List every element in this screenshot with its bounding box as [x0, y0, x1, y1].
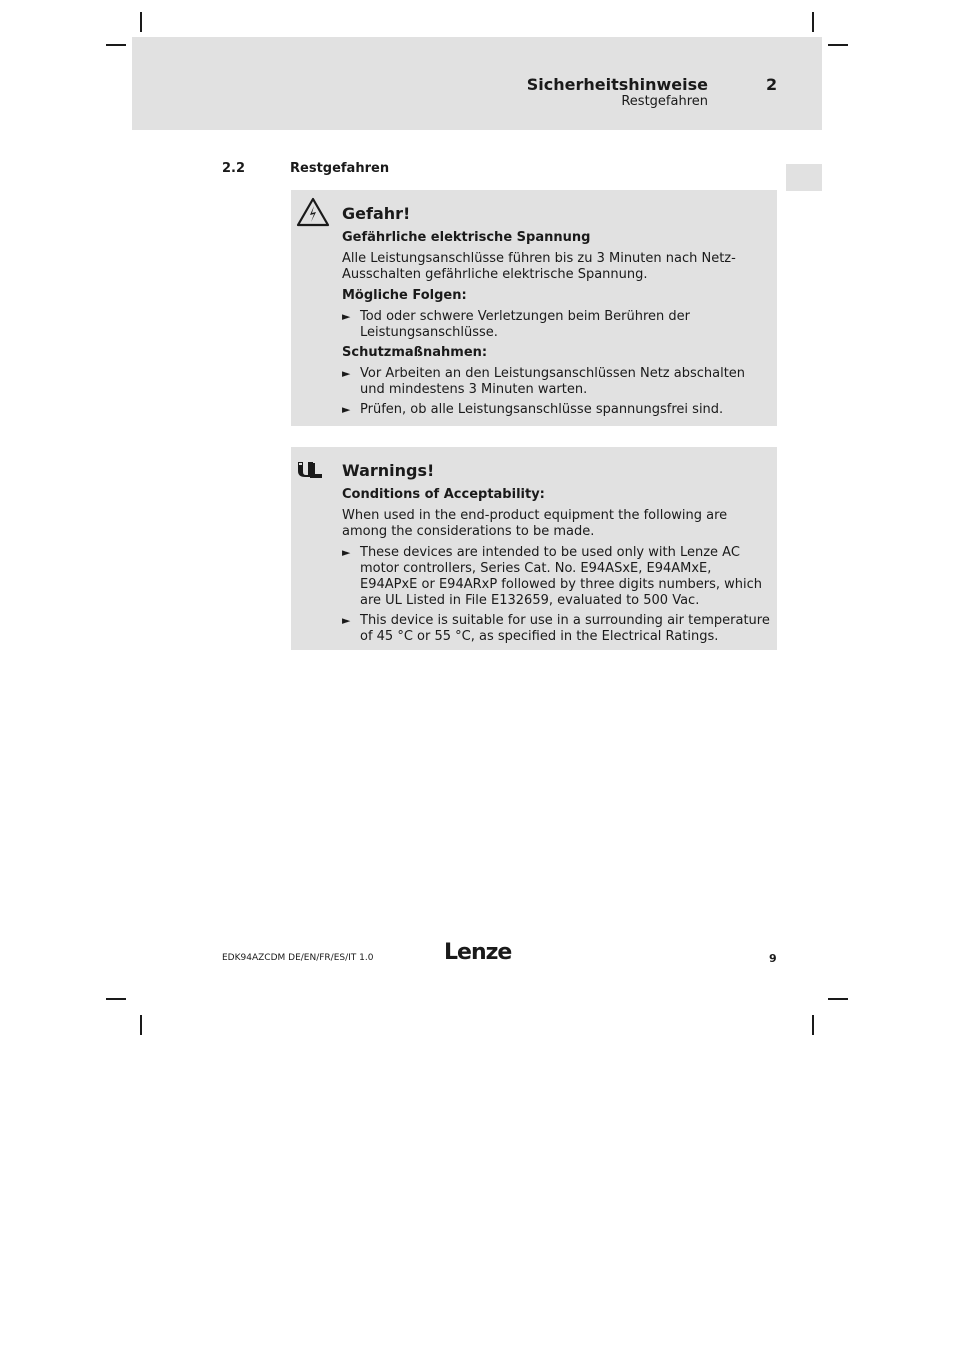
crop-mark [106, 998, 126, 1000]
page-subtitle: Restgefahren [621, 94, 708, 109]
bullet-arrow-icon: ► [342, 546, 351, 559]
document-code: EDK94AZCDM DE/EN/FR/ES/IT 1.0 [222, 953, 374, 963]
header-band [132, 37, 822, 130]
consequences-label: Mögliche Folgen: [342, 288, 467, 303]
warning-title: Warnings! [342, 461, 435, 480]
crop-mark [140, 12, 142, 32]
warning-box [291, 447, 777, 650]
danger-text: Alle Leistungsanschlüsse führen bis zu 3 Minuten nach Netz-Ausschalten gefährliche elektrische Spannung. [342, 251, 736, 282]
crop-mark [828, 44, 848, 46]
chapter-tab [786, 164, 822, 191]
measures-label: Schutzmaßnahmen: [342, 345, 488, 360]
danger-box [291, 190, 777, 426]
chapter-number: 2 [766, 75, 778, 94]
ul-mark-icon [296, 460, 324, 484]
warning-subtitle: Conditions of Acceptability: [342, 487, 545, 502]
danger-content [342, 204, 772, 422]
crop-mark [812, 1015, 814, 1035]
section-number: 2.2 [222, 161, 246, 176]
bullet-arrow-icon: ► [342, 367, 351, 380]
crop-mark [812, 12, 814, 32]
electric-hazard-icon [296, 197, 330, 231]
measure-text: Prüfen, ob alle Leistungsanschlüsse spannungsfrei sind. [360, 402, 724, 417]
measure-text: Vor Arbeiten an den Leistungsanschlüssen Netz abschalten und mindestens 3 Minuten warten. [360, 366, 746, 397]
list-item [342, 366, 772, 398]
consequence-text: Tod oder schwere Verletzungen beim Berühren der Leistungsanschlüsse. [360, 309, 691, 340]
lenze-logo: Lenze [444, 940, 512, 965]
list-item [342, 402, 772, 418]
warning-text: When used in the end-product equipment the following are among the considerations to be made. [342, 508, 728, 539]
list-item [342, 309, 772, 341]
page-title: Sicherheitshinweise [526, 75, 708, 94]
section-title: Restgefahren [290, 161, 390, 176]
page-number: 9 [769, 952, 777, 965]
danger-subtitle: Gefährliche elektrische Spannung [342, 230, 591, 245]
bullet-arrow-icon: ► [342, 403, 351, 416]
warning-bullet-text: These devices are intended to be used only with Lenze AC motor controllers, Series Cat. No. E94ASxE, E94AMxE, E94APxE or E94ARxP followed by three digits numbers, which are UL Listed in File E132659, evaluated to 500 Vac. [360, 545, 763, 608]
warning-content [342, 461, 772, 649]
crop-mark [828, 998, 848, 1000]
crop-mark [106, 44, 126, 46]
danger-title: Gefahr! [342, 204, 411, 223]
list-item [342, 545, 772, 609]
warning-bullet-text: This device is suitable for use in a surrounding air temperature of 45 °C or 55 °C, as specified in the Electrical Ratings. [360, 613, 770, 644]
bullet-arrow-icon: ► [342, 310, 351, 323]
list-item [342, 613, 772, 645]
bullet-arrow-icon: ► [342, 614, 351, 627]
crop-mark [140, 1015, 142, 1035]
